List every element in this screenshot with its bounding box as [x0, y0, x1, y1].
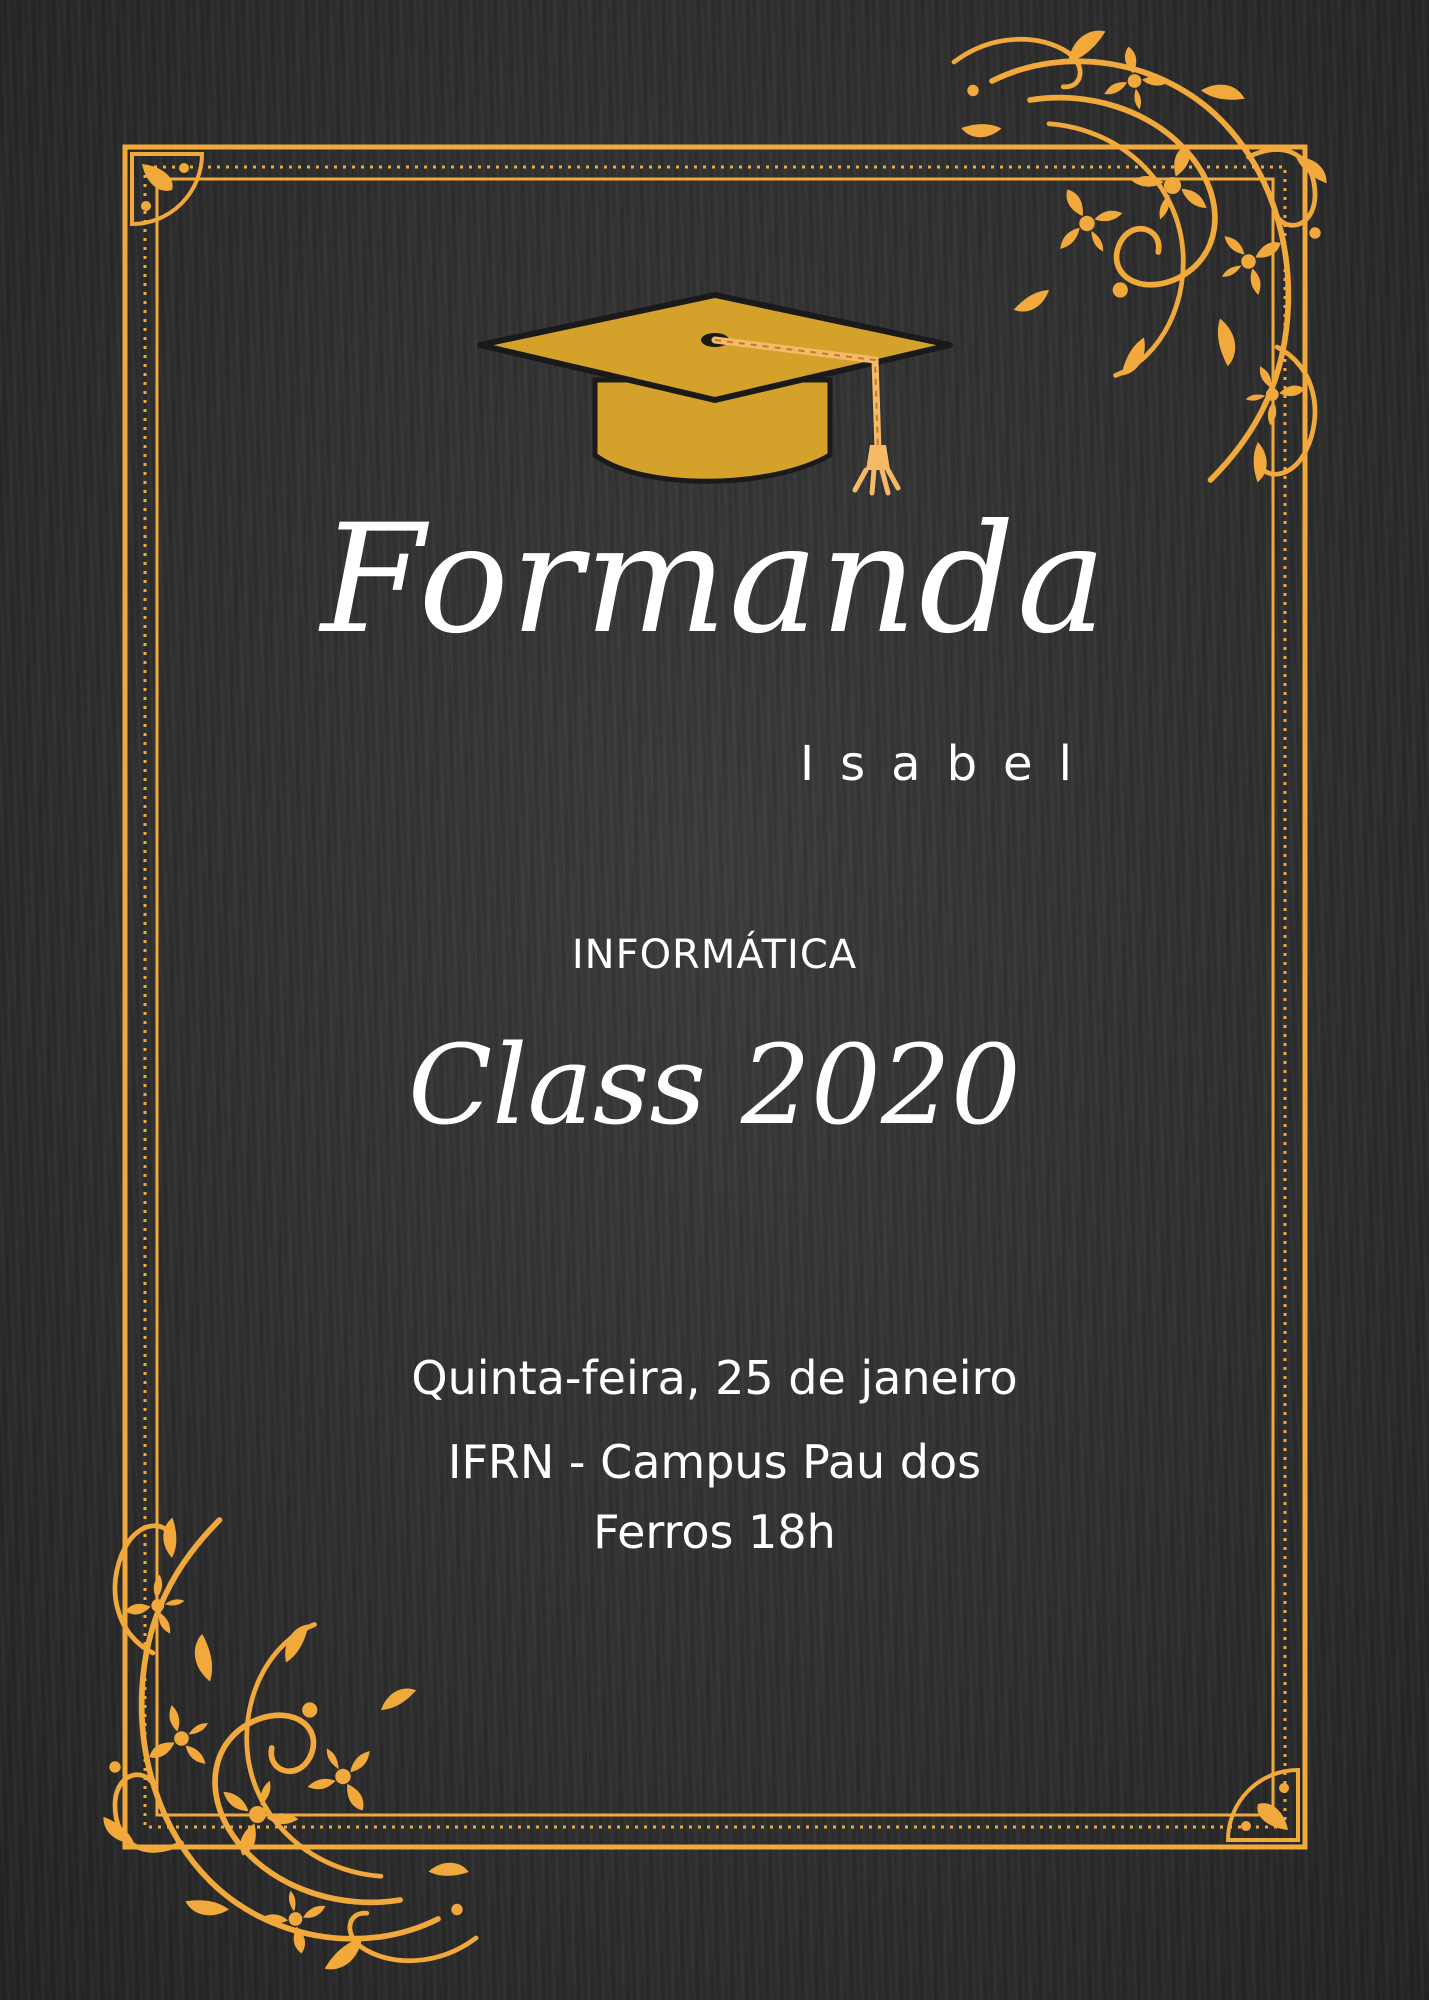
event-date: Quinta-feira, 25 de janeiro [411, 1351, 1018, 1405]
event-venue-line1: IFRN - Campus Pau dos [447, 1435, 982, 1489]
event-details [0, 1351, 1429, 1559]
graduate-name: Isabel [800, 736, 1098, 792]
invitation-title: Formanda [320, 493, 1109, 667]
course-name: INFORMÁTICA [571, 932, 858, 978]
event-venue-line2: Ferros 18h [593, 1505, 836, 1559]
class-year: Class 2020 [408, 1021, 1021, 1149]
graduation-cap-icon [470, 285, 960, 510]
